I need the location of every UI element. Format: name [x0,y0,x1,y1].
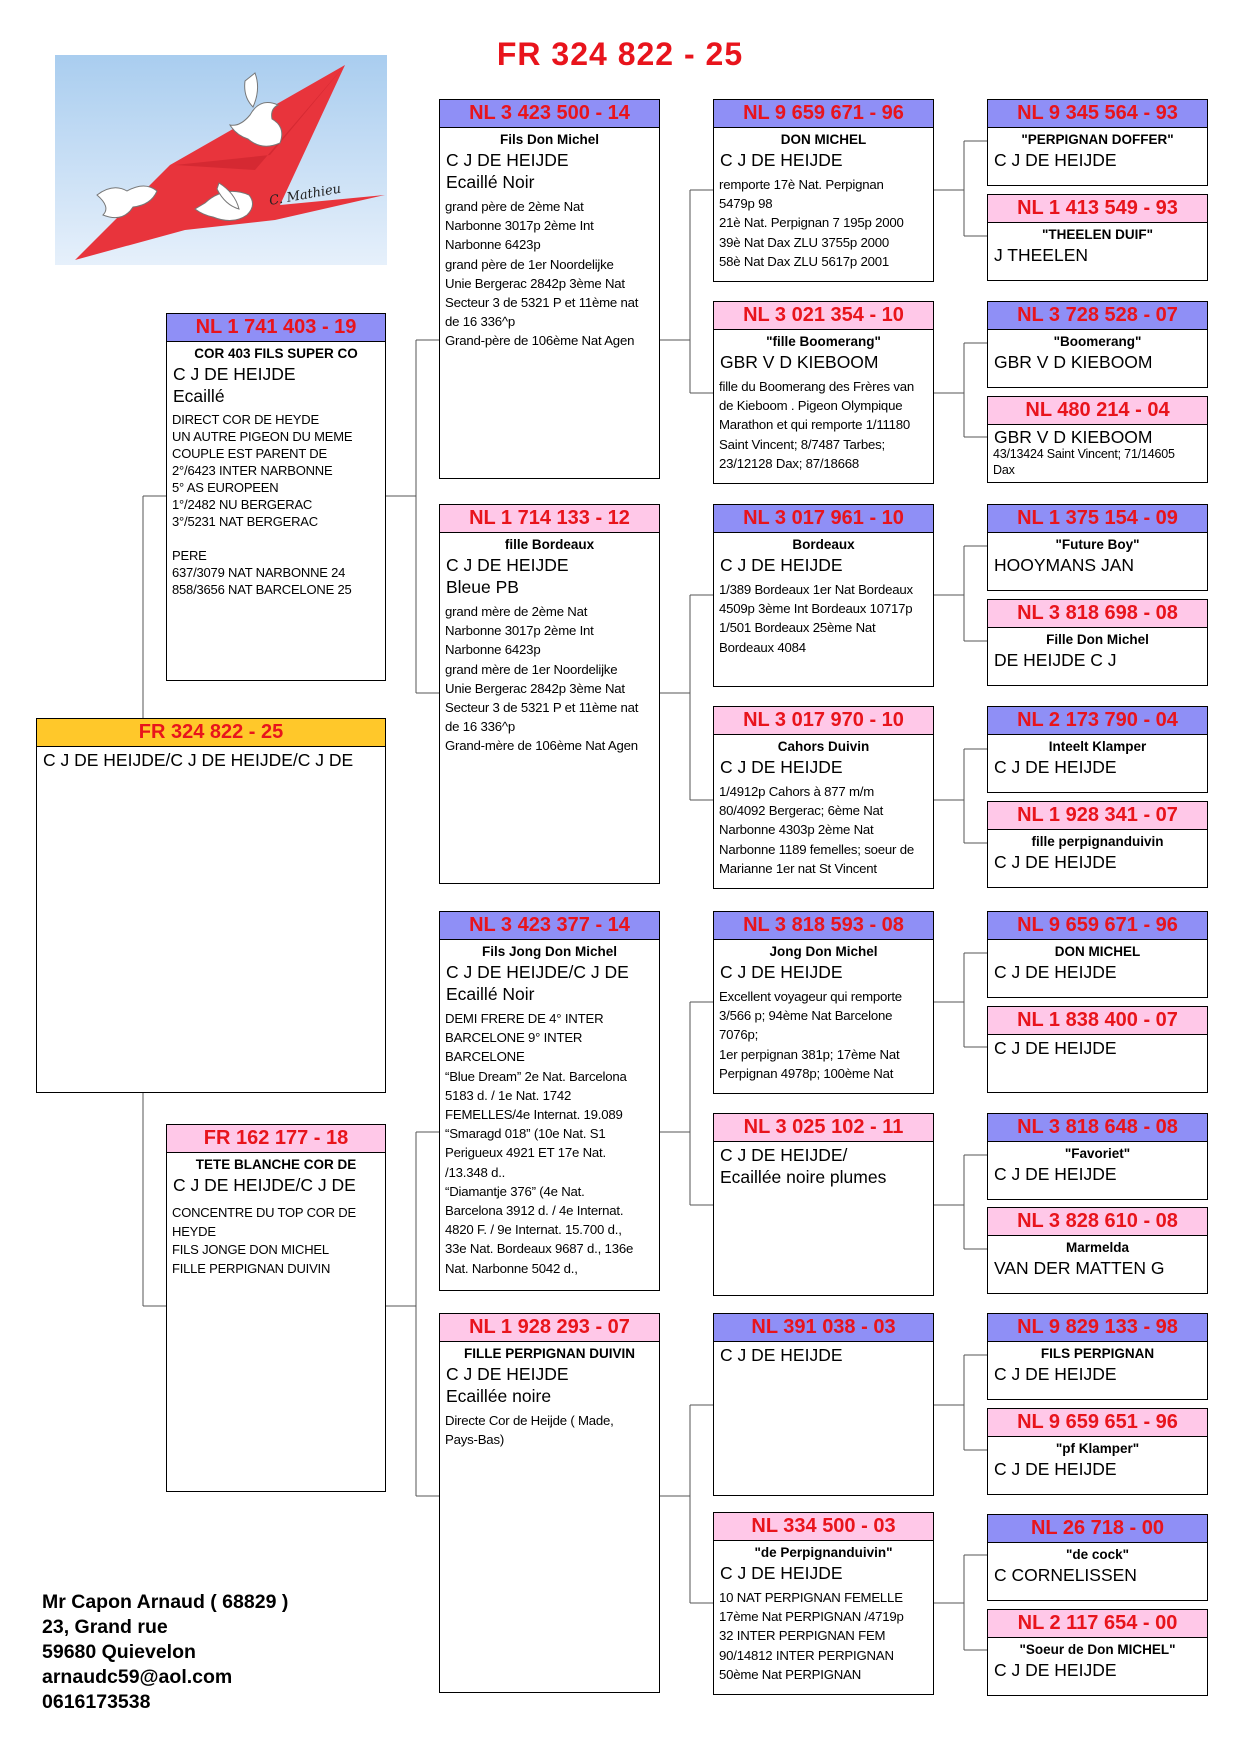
grandparent-name: Fils Don Michel [499,132,599,147]
gg-grandparent-ring: NL 26 718 - 00 [988,1515,1207,1543]
gg-grandparent-breeder: C J DE HEIJDE [994,962,1117,982]
gg-grandparent-card [987,194,1208,281]
grandparent-color: Bleue PB [446,577,519,597]
gg-grandparent-ring: NL 9 829 133 - 98 [988,1314,1207,1342]
great-grandparent-breeder: C J DE HEIJDE [720,1563,843,1583]
gg-grandparent-notes: 43/13424 Saint Vincent; 71/14605 Dax [993,447,1175,477]
grandparent-breeder: C J DE HEIJDE [446,1364,569,1384]
gg-grandparent-name: "pf Klamper" [1055,1441,1140,1456]
subject-card [36,718,386,1093]
great-grandparent-card [713,1313,934,1496]
owner-name: Mr Capon Arnaud ( 68829 ) [42,1591,289,1613]
gg-grandparent-ring: NL 480 214 - 04 [988,397,1207,425]
great-grandparent-card [713,504,934,687]
grandparent-card [439,99,660,479]
great-grandparent-card [713,301,934,484]
gg-grandparent-name: "Future Boy" [1055,537,1140,552]
gg-grandparent-breeder: DE HEIJDE C J [994,650,1117,670]
gg-grandparent-name: fille perpignanduivin [1031,834,1164,849]
gg-grandparent-breeder: VAN DER MATTEN G [994,1258,1165,1278]
great-grandparent-color: Ecaillée noire plumes [720,1167,887,1187]
gg-grandparent-breeder: GBR V D KIEBOOM [994,352,1153,372]
gg-grandparent-breeder: C J DE HEIJDE [994,1459,1117,1479]
gg-grandparent-name: "Favoriet" [1064,1146,1131,1161]
gg-grandparent-breeder: C J DE HEIJDE [994,1038,1117,1058]
great-grandparent-notes: fille du Boomerang des Frères van de Kieboom . Pigeon Olympique Marathon et qui remporte 1/11180 Saint Vincent; 8/7487 Tarbes; 23/12128 Dax; 87/18668 [719,379,914,471]
grandparent-notes: Directe Cor de Heijde ( Made, Pays-Bas) [445,1413,614,1448]
gg-grandparent-card [987,1408,1208,1495]
great-grandparent-ring: NL 3 017 961 - 10 [714,505,933,533]
great-grandparent-name: "de Perpignanduivin" [754,1545,893,1560]
grandparent-card [439,1313,660,1693]
owner-phone[interactable]: 0616173538 [42,1691,151,1713]
gg-grandparent-ring: NL 1 838 400 - 07 [988,1007,1207,1035]
sire-ring: NL 1 741 403 - 19 [167,314,385,342]
great-grandparent-notes: 1/389 Bordeaux 1er Nat Bordeaux 4509p 3ème Int Bordeaux 10717p 1/501 Bordeaux 25ème Nat Bordeaux 4084 [719,582,913,655]
grandparent-ring: NL 1 928 293 - 07 [440,1314,659,1342]
gg-grandparent-ring: NL 3 828 610 - 08 [988,1208,1207,1236]
great-grandparent-card [713,1113,934,1296]
logo-signature: C. Mathieu [268,181,343,209]
dam-ring: FR 162 177 - 18 [167,1125,385,1153]
grandparent-color: Ecaillée noire [446,1386,552,1406]
gg-grandparent-name: Inteelt Klamper [1048,739,1147,754]
sire-color: Ecaillé [173,386,225,406]
grandparent-notes: grand mère de 2ème Nat Narbonne 3017p 2ème Int Narbonne 6423p grand mère de 1er Noordelijke Unie Bergerac 2842p 3ème Nat Secteur 3 de 5321 P et 11ème nat de 16 336^p Grand-mère de 106ème Nat Agen [445,604,639,754]
great-grandparent-ring: NL 334 500 - 03 [714,1513,933,1541]
gg-grandparent-card [987,1006,1208,1093]
gg-grandparent-breeder: GBR V D KIEBOOM [994,427,1153,447]
gg-grandparent-card [987,504,1208,591]
grandparent-name: FILLE PERPIGNAN DUIVIN [463,1346,635,1361]
sire-name: COR 403 FILS SUPER CO [194,346,358,361]
gg-grandparent-name: Fille Don Michel [1046,632,1149,647]
great-grandparent-name: Jong Don Michel [769,944,878,959]
great-grandparent-name: "fille Boomerang" [766,334,881,349]
gg-grandparent-ring: NL 3 818 698 - 08 [988,600,1207,628]
great-grandparent-ring: NL 3 021 354 - 10 [714,302,933,330]
grandparent-color: Ecaillé Noir [446,172,535,192]
great-grandparent-ring: NL 9 659 671 - 96 [714,100,933,128]
great-grandparent-card [713,911,934,1094]
gg-grandparent-name: "Boomerang" [1053,334,1142,349]
dam-notes: CONCENTRE DU TOP COR DE HEYDE FILS JONGE DON MICHEL FILLE PERPIGNAN DUIVIN [172,1205,356,1276]
great-grandparent-card [713,706,934,889]
sire-notes: DIRECT COR DE HEYDE UN AUTRE PIGEON DU MEME COUPLE EST PARENT DE 2°/6423 INTER NARBONNE 5° AS EUROPEEN 1°/2482 NU BERGERAC 3°/5231 NAT BERGERAC PERE 637/3079 NAT NARBONNE 24 858/3656 NAT BARCELONE 25 [172,412,353,597]
gg-grandparent-breeder: C J DE HEIJDE [994,150,1117,170]
gg-grandparent-breeder: C J DE HEIJDE [994,1164,1117,1184]
gg-grandparent-card [987,1514,1208,1601]
gg-grandparent-name: FILS PERPIGNAN [1040,1346,1155,1361]
grandparent-name: Fils Jong Don Michel [481,944,617,959]
page-title: FR 324 822 - 25 [496,36,744,72]
gg-grandparent-card [987,706,1208,793]
great-grandparent-breeder: C J DE HEIJDE [720,1345,843,1365]
great-grandparent-ring: NL 3 818 593 - 08 [714,912,933,940]
grandparent-ring: NL 3 423 377 - 14 [440,912,659,940]
subject-ring: FR 324 822 - 25 [37,719,385,747]
owner-street: 23, Grand rue [42,1616,168,1638]
grandparent-ring: NL 1 714 133 - 12 [440,505,659,533]
great-grandparent-notes: 1/4912p Cahors à 877 m/m 80/4092 Bergerac; 6ème Nat Narbonne 4303p 2ème Nat Narbonne 1189 femelles; soeur de Marianne 1er nat St Vincent [719,784,914,876]
dam-card [166,1124,386,1492]
gg-grandparent-ring: NL 2 117 654 - 00 [988,1610,1207,1638]
great-grandparent-notes: remporte 17è Nat. Perpignan 5479p 98 21è Nat. Perpignan 7 195p 2000 39è Nat Dax ZLU 3755p 2000 58è Nat Dax ZLU 5617p 2001 [719,177,904,269]
great-grandparent-breeder: C J DE HEIJDE [720,150,843,170]
gg-grandparent-card [987,1609,1208,1696]
grandparent-name: fille Bordeaux [504,537,595,552]
great-grandparent-ring: NL 391 038 - 03 [714,1314,933,1342]
great-grandparent-breeder: GBR V D KIEBOOM [720,352,879,372]
gg-grandparent-ring: NL 3 728 528 - 07 [988,302,1207,330]
dam-breeder: C J DE HEIJDE/C J DE [173,1175,356,1195]
gg-grandparent-ring: NL 2 173 790 - 04 [988,707,1207,735]
gg-grandparent-ring: NL 1 375 154 - 09 [988,505,1207,533]
gg-grandparent-breeder: HOOYMANS JAN [994,555,1135,575]
great-grandparent-card [713,1512,934,1695]
grandparent-notes: DEMI FRERE DE 4° INTER BARCELONE 9° INTER BARCELONE “Blue Dream” 2e Nat. Barcelona 5183 d. / 1e Nat. 1742 FEMELLES/4e Internat. 19.089 “Smaragd 018” (10e Nat. S1 Perigueux 4921 ET 17e Nat. /13.348 d.. “Diamantje 376” (4e Nat. Barcelona 3912 d. / 4e Internat. 4820 F. / 9e Internat. 15.700 d., 33e Nat. Bordeaux 9687 d., 136e Nat. Narbonne 5042 d., [445,1011,634,1276]
grandparent-breeder: C J DE HEIJDE [446,555,569,575]
great-grandparent-name: Bordeaux [792,537,855,552]
subject-breeder: C J DE HEIJDE/C J DE HEIJDE/C J DE [43,750,354,770]
great-grandparent-breeder: C J DE HEIJDE [720,555,843,575]
gg-grandparent-card [987,1313,1208,1400]
gg-grandparent-card [987,1207,1208,1294]
dam-name: TETE BLANCHE COR DE [195,1157,357,1172]
gg-grandparent-ring: NL 9 345 564 - 93 [988,100,1207,128]
gg-grandparent-name: "THEELEN DUIF" [1041,227,1154,242]
gg-grandparent-card [987,911,1208,998]
gg-grandparent-breeder: C CORNELISSEN [994,1565,1137,1585]
gg-grandparent-card [987,801,1208,888]
grandparent-breeder: C J DE HEIJDE [446,150,569,170]
owner-city: 59680 Quievelon [42,1641,196,1663]
owner-address [42,1590,288,1715]
grandparent-card [439,911,660,1291]
great-grandparent-notes: 10 NAT PERPIGNAN FEMELLE 17ème Nat PERPIGNAN /4719p 32 INTER PERPIGNAN FEM 90/14812 INTER PERPIGNAN 50ème Nat PERPIGNAN [719,1590,904,1682]
great-grandparent-breeder: C J DE HEIJDE [720,757,843,777]
grandparent-breeder: C J DE HEIJDE/C J DE [446,962,629,982]
gg-grandparent-breeder: C J DE HEIJDE [994,1660,1117,1680]
gg-grandparent-breeder: C J DE HEIJDE [994,1364,1117,1384]
gg-grandparent-breeder: J THEELEN [994,245,1089,265]
great-grandparent-breeder: C J DE HEIJDE/ [720,1145,848,1165]
great-grandparent-ring: NL 3 017 970 - 10 [714,707,933,735]
gg-grandparent-card [987,396,1208,483]
gg-grandparent-ring: NL 1 928 341 - 07 [988,802,1207,830]
great-grandparent-name: Cahors Duivin [777,739,870,754]
gg-grandparent-ring: NL 1 413 549 - 93 [988,195,1207,223]
sire-card [166,313,386,681]
grandparent-ring: NL 3 423 500 - 14 [440,100,659,128]
gg-grandparent-card [987,1113,1208,1200]
great-grandparent-ring: NL 3 025 102 - 11 [714,1114,933,1142]
grandparent-color: Ecaillé Noir [446,984,535,1004]
gg-grandparent-name: "de cock" [1065,1547,1130,1562]
sire-breeder: C J DE HEIJDE [173,364,296,384]
gg-grandparent-breeder: C J DE HEIJDE [994,852,1117,872]
gg-grandparent-name: "Soeur de Don MICHEL" [1019,1642,1176,1657]
great-grandparent-breeder: C J DE HEIJDE [720,962,843,982]
gg-grandparent-ring: NL 9 659 671 - 96 [988,912,1207,940]
gg-grandparent-name: DON MICHEL [1054,944,1141,959]
gg-grandparent-card [987,599,1208,686]
gg-grandparent-card [987,301,1208,388]
gg-grandparent-ring: NL 9 659 651 - 96 [988,1409,1207,1437]
gg-grandparent-name: "PERPIGNAN DOFFER" [1021,132,1174,147]
great-grandparent-name: DON MICHEL [780,132,867,147]
gg-grandparent-name: Marmelda [1065,1240,1130,1255]
great-grandparent-notes: Excellent voyageur qui remporte 3/566 p; 94ème Nat Barcelone 7076p; 1er perpignan 381p; 17ème Nat Perpignan 4978p; 100ème Nat [719,989,902,1081]
grandparent-notes: grand père de 2ème Nat Narbonne 3017p 2ème Int Narbonne 6423p grand père de 1er Noordelijke Unie Bergerac 2842p 3ème Nat Secteur 3 de 5321 P et 11ème nat de 16 336^p Grand-père de 106ème Nat Agen [445,199,639,349]
great-grandparent-card [713,99,934,282]
gg-grandparent-card [987,99,1208,186]
owner-email[interactable]: arnaudc59@aol.com [42,1666,233,1688]
grandparent-card [439,504,660,884]
gg-grandparent-ring: NL 3 818 648 - 08 [988,1114,1207,1142]
gg-grandparent-breeder: C J DE HEIJDE [994,757,1117,777]
